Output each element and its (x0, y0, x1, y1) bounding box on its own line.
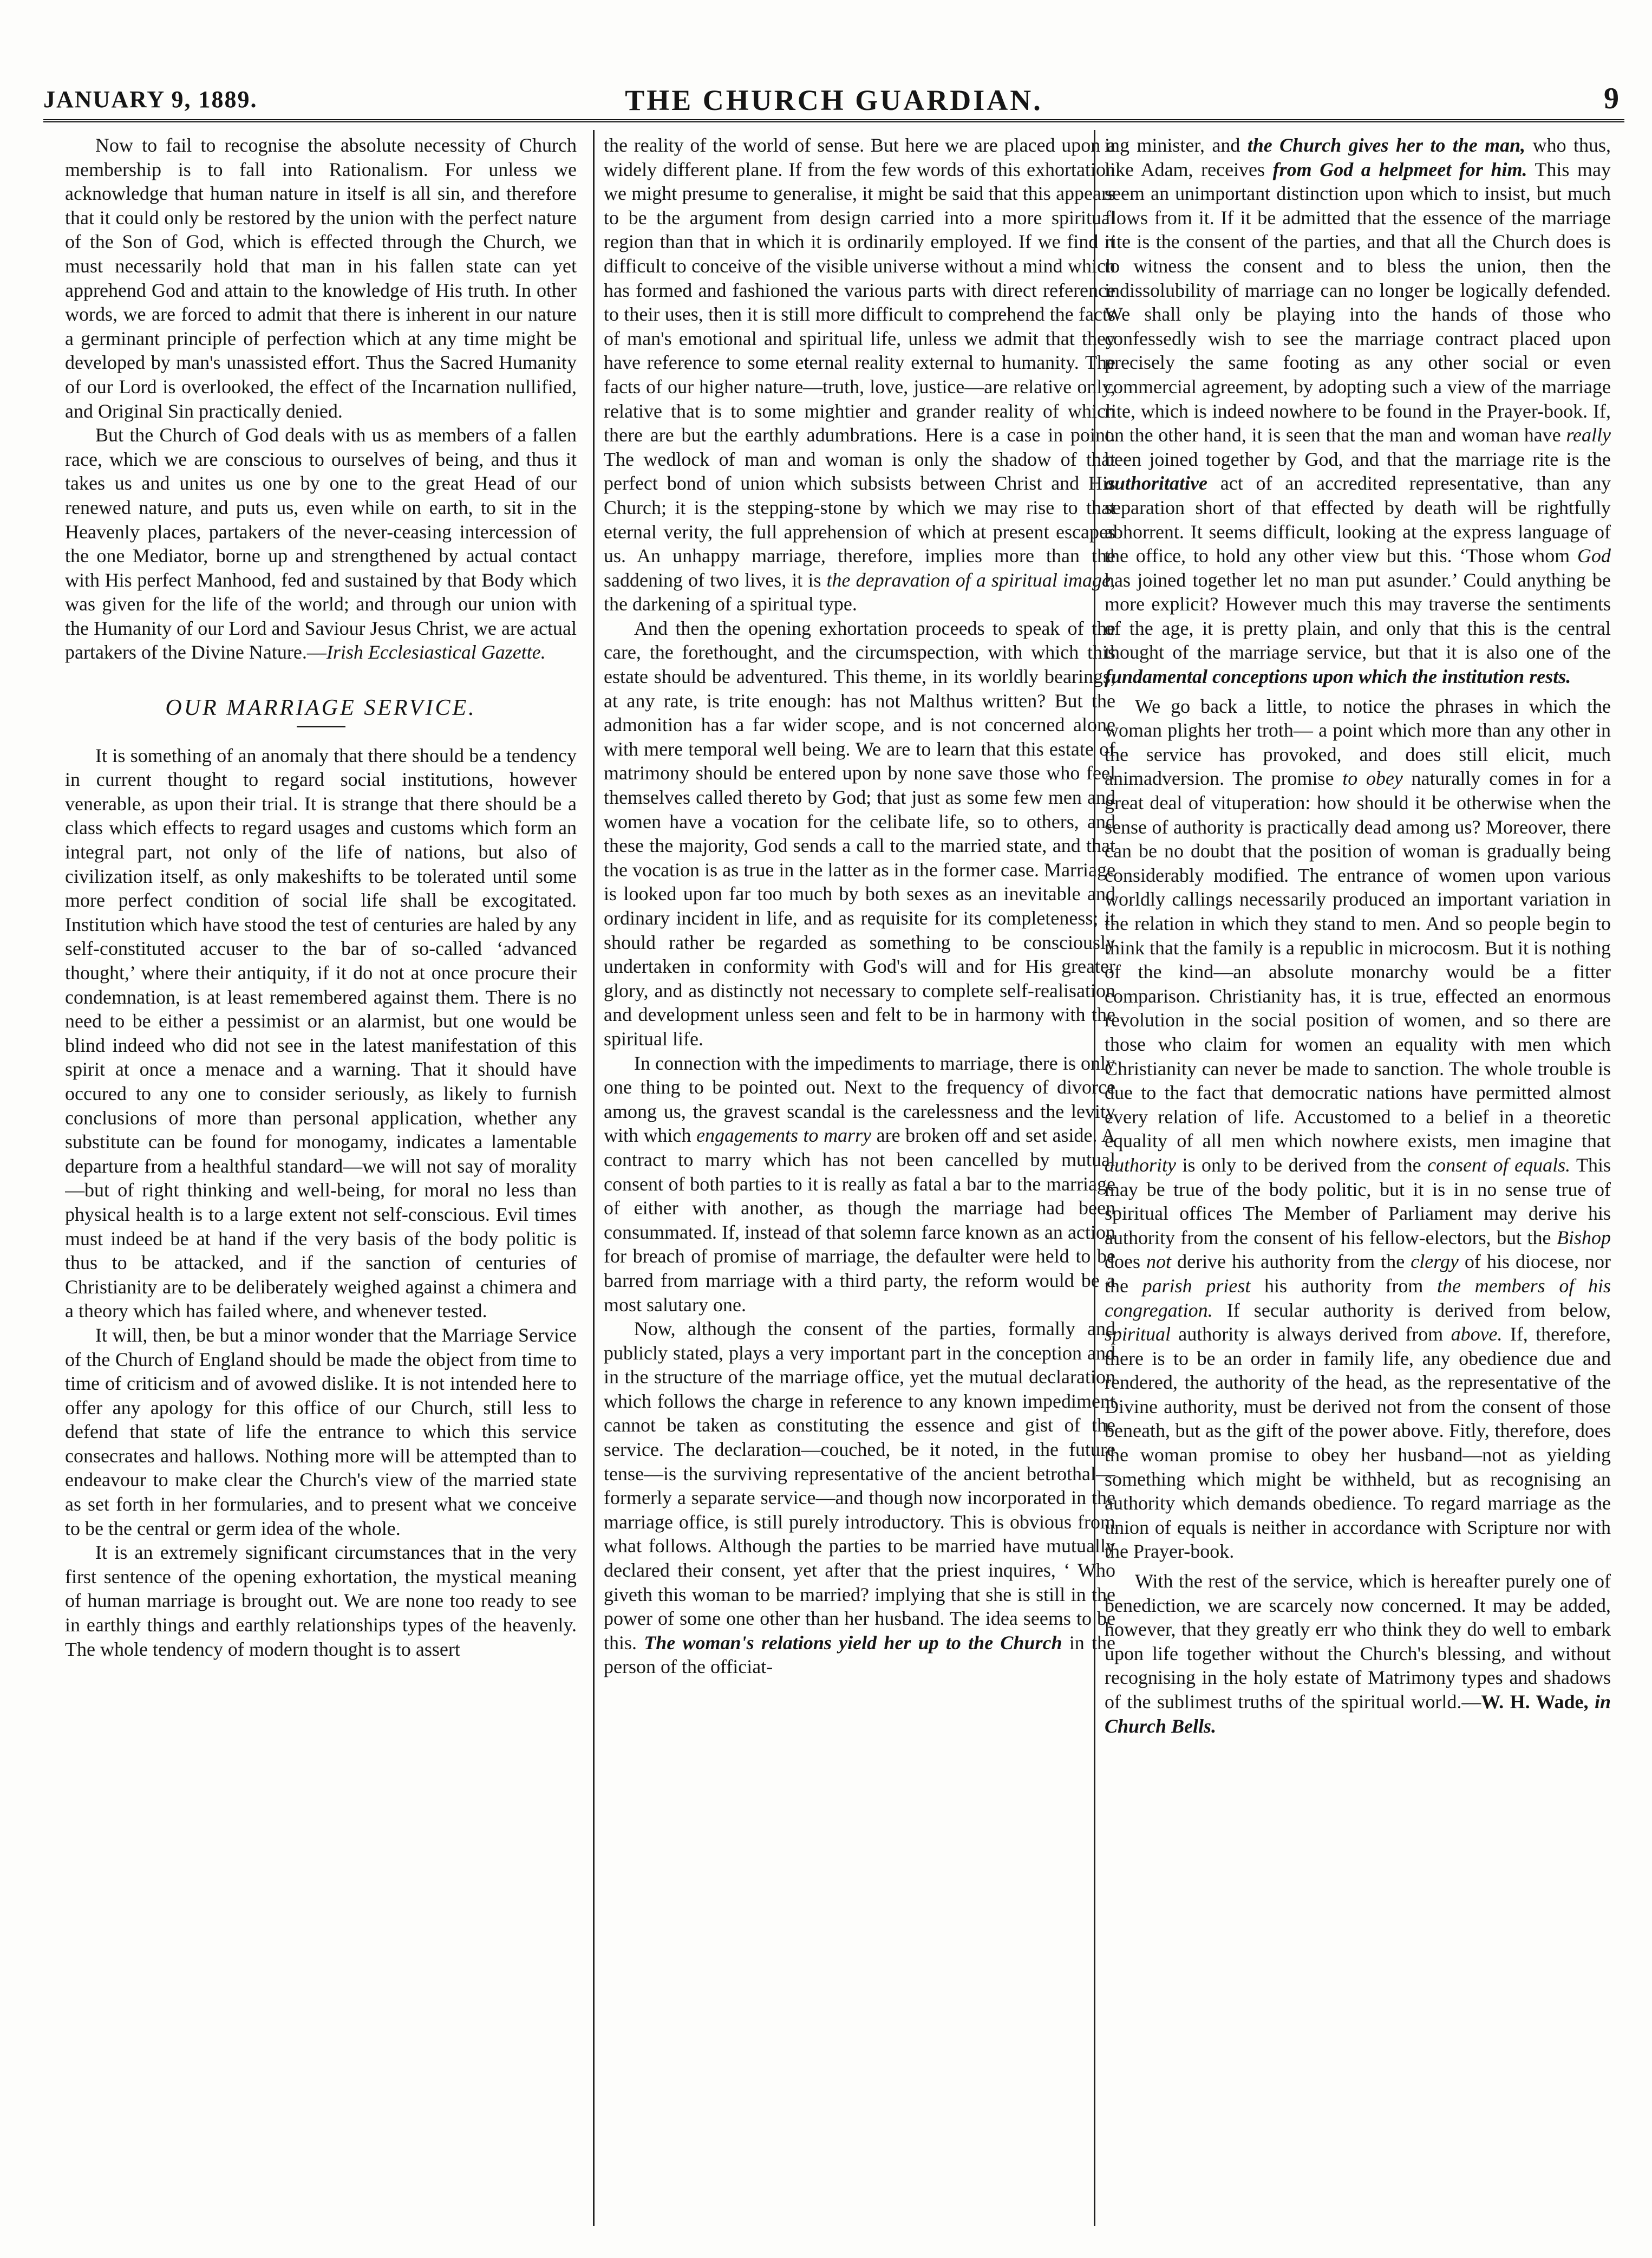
body-paragraph (65, 423, 577, 665)
paragraph-text: is only to be derived from the (1176, 1154, 1428, 1176)
emphasis-text: the Church gives her to the man, (1247, 134, 1526, 156)
source-attribution: Irish Ecclesiastical Gazette. (326, 641, 546, 663)
paragraph-text: who thus, like Adam, receives (1105, 134, 1611, 180)
paragraph-text: of his diocese, nor the (1105, 1251, 1611, 1297)
paragraph-text: If, therefore, there is to be an order in family life, any obedience due and rendered, the authority of the head, as the representative of the Divine authority, must be derived not from the consent of those beneath, but as the gift of the power above. Fitly, therefore, does the woman promise to obey her husband—not as yielding something which might be withheld, but as recognising an authority which demands obedience. To regard marriage as the union of equals is neither in accordance with Scripture nor with the Prayer-book. (1105, 1323, 1611, 1563)
body-paragraph (604, 1051, 1115, 1317)
body-paragraph (1105, 133, 1611, 689)
body-paragraph: It is an extremely significant circumstances that in the very first sentence of the opening exhortation, the mystical meaning of human marriage is brought out. We are none too ready to see in earthly things and earthly relationships types of the heavenly. The whole tendency of modern thought is to assert (65, 1541, 577, 1660)
paragraph-text: his authority from (1250, 1274, 1438, 1297)
paragraph-text: act of an accredited representative, than any separation short of that effected by death will be rightfully abhorrent. It seems difficult, looking at the express language of the office, to hold any other view but this. ‘Those whom (1105, 472, 1611, 567)
column-rule (593, 130, 595, 2226)
body-paragraph: It is something of an anomaly that there should be a tendency in current thought to regard social institutions, however venerable, as upon their trial. It is strange that there should be a class which effects to regard usages and customs which form an integral part, not only of the life of nations, but also of civilization itself, as only makeshifts to be tolerated until some more perfect condition of social life shall be excogitated. Institution which have stood the test of centuries are haled by any self-constituted accuser to the bar of so-called ‘advanced thought,’ where their antiquity, if it do not at once procure their condemnation, is at least remembered against them. There is no need to be either a pessimist or an alarmist, but one would be blind indeed who did not see in the latest manifestation of this spirit at once a menace and a warning. That it should have occured to any one to consider seriously, as likely to furnish conclusions of more than personal application, whether any substitute can be found for monogamy, indicates a lamentable departure from a healthful standard—we will not say of morality—but of right thinking and well-being, for moral no less than physical health is to a large extent not self-conscious. Evil times must indeed be at hand if the very basis of the body politic is thus to be attacked, and if the sanction of centuries of Christianity are to be deliberately weighed against a chimera and a theory which has failed where, and whenever tested. (65, 744, 577, 1322)
emphasis-text: clergy (1411, 1251, 1459, 1273)
paragraph-text: does (1105, 1251, 1147, 1273)
paragraph-text: derive his authority from the (1171, 1251, 1411, 1273)
column-2 (604, 133, 1115, 2235)
body-paragraph: It will, then, be but a minor wonder that the Marriage Service of the Church of England should be made the object from time to time of criticism and of avowed dislike. It is not intended here to offer any apology for this office of our Church, still less to defend that state of life the entrance to which this service consecrates and hallows. Nothing more will be attempted than to endeavour to make clear the Church's view of the married state as set forth in her formularies, and to present what we conceive to be the central or germ idea of the whole. (65, 1324, 577, 1539)
paragraph-text: In connection with the impediments to marriage, there is only one thing to be pointed out. Next to the frequency of divorce among us, the gravest scandal is the carelessness and the levity with which (604, 1052, 1115, 1147)
page-number: 9 (1604, 82, 1619, 115)
emphasis-text: the members of his congregation. (1105, 1274, 1611, 1321)
body-paragraph: Now to fail to recognise the absolute necessity of Church membership is to fall into Rationalism. For unless we acknowledge that human nature in itself is all sin, and therefore that it could only be restored by the union with the perfect nature of the Son of God, which is effected through the Church, we must necessarily hold that man in his fallen state can yet apprehend God and attain to the knowledge of His truth. In other words, we are forced to admit that there is inherent in our nature a germinant principle of perfection which at any time might be developed by man's unassisted effort. Thus the Sacred Humanity of our Lord is overlooked, the effect of the Incarnation nullified, and Original Sin practically denied. (65, 134, 577, 422)
emphasis-text: The woman's relations yield her up to the Church (644, 1631, 1062, 1654)
emphasis-text: above. (1451, 1323, 1503, 1345)
emphasis-text: authoritative (1105, 472, 1208, 494)
emphasis-text: God (1577, 545, 1611, 567)
source-attribution: in Church Bells. (1105, 1691, 1611, 1737)
column-3 (1105, 133, 1611, 2235)
emphasis-text: authority (1105, 1154, 1176, 1176)
paragraph-text: Now, although the consent of the parties, formally and publicly stated, plays a very important part in the conception and in the structure of the marriage office, yet the mutual declaration which follows the charge in reference to any known impediment cannot be taken as constituting the essence and gist of the service. The declaration—couched, be it noted, in the future tense—is the surviving representative of the ancient betrothal—formerly a separate service—and though now incorporated in the marriage office, is still purely introductory. This is obvious from what follows. Although the parties to be married have mutually declared their consent, yet after that the priest inquires, ‘ Who giveth this woman to be married? implying that she is still in the power of some one other than her husband. The idea seems to be this. (604, 1318, 1115, 1654)
emphasis-text: to obey (1342, 767, 1403, 790)
paragraph-text: authority is always derived from (1171, 1323, 1451, 1345)
emphasis-text: really (1566, 424, 1611, 446)
paragraph-text: But the Church of God deals with us as members of a fallen race, which we are conscious to ourselves of being, and thus it takes us and unites us one by one to the great Head of our renewed nature, and puts us, even while on earth, to sit in the Heavenly places, partakers of the never-ceasing intercession of the one Mediator, borne up and strengthened by actual contact with His perfect Manhood, fed and sustained by that Body which was given for the life of the world; and through our union with the Humanity of our Lord and Saviour Jesus Christ, we are actual partakers of the Divine Nature.— (65, 424, 577, 663)
body-paragraph (1105, 694, 1611, 1564)
body-paragraph (604, 133, 1115, 616)
emphasis-text: not (1146, 1251, 1172, 1273)
paragraph-text: in the person of the officiat- (604, 1631, 1115, 1678)
paragraph-text: If secular authority is derived from below, (1212, 1299, 1611, 1321)
headline-rule (297, 726, 345, 727)
column-1 (65, 133, 577, 2235)
body-paragraph (1105, 1569, 1611, 1738)
emphasis-text: Bishop (1556, 1226, 1611, 1248)
paragraph-text: been joined together by God, and that the marriage rite is the (1105, 448, 1611, 470)
paragraph-text: We go back a little, to notice the phrases in which the woman plights her troth— a point which more than any other in the service has provoked, and does still elicit, much animadversion. The promise (1105, 695, 1611, 790)
paragraph-text: the reality of the world of sense. But here we are placed upon a widely different plane. If from the few words of this exhortation we might presume to generalise, it might be said that this appears to be the argument from design carried into a more spiritual region than that in which it is ordinarily employed. If we find it difficult to conceive of the visible universe without a mind which has formed and fashioned the various parts with direct reference to their uses, then it is still more difficult to comprehend the facts of man's emotional and spiritual life, unless we admit that they have reference to some eternal reality external to humanity. The facts of our higher nature—truth, love, justice—are relative only, relative that is to some mightier and grander reality of which there are but the earthly adumbrations. Here is a case in point. The wedlock of man and woman is only the shadow of that perfect bond of union which subsists between Christ and His Church; it is the stepping-stone by which we may rise to that eternal verity, the full apprehension of which at present escapes us. An unhappy marriage, therefore, implies more than the saddening of two lives, it is (604, 134, 1115, 591)
paragraph-text: the darkening of a spiritual type. (604, 593, 857, 615)
emphasis-text: consent of equals. (1427, 1154, 1571, 1176)
paragraph-text: This may seem an unimportant distinction upon which to insist, but much flows from it. If it be admitted that the essence of the marriage rite is the consent of the parties, and that all the Church does is to witness the consent and to bless the union, then the indissolubility of marriage can no longer be logically defended. We shall only be playing into the hands of those who confessedly wish to see the marriage contract placed upon precisely the same footing as any other social or even commercial agreement, by adopting such a view of the marriage rite, which is indeed nowhere to be found in the Prayer-book. If, on the other hand, it is seen that the man and woman have (1105, 158, 1611, 446)
emphasis-text: the depravation of a spiritual image, (826, 569, 1115, 591)
article-headline: OUR MARRIAGE SERVICE. (165, 695, 476, 721)
paragraph-text: ing minister, and (1105, 134, 1248, 156)
emphasis-text: engagements to marry (696, 1124, 872, 1147)
body-paragraph: And then the opening exhortation proceeds to speak of the care, the forethought, and the circumspection, with which this estate should be adventured. This theme, in its worldly bearings, at any rate, is trite enough: has not Malthus written? But the admonition has a far wider scope, and is not concerned alone with mere temporal well being. We are to learn that this estate of matrimony should be entered upon by none save those who feel themselves called thereto by God; that just as some few men and women have a vocation for the celibate life, so to others, and these the majority, God sends a call to the married state, and that the vocation is as true in the latter as in the former case. Marriage is looked upon far too much by both sexes as an inevitable and ordinary incident in life, and as requisite for its completeness; it should rather be regarded as something to be consciously undertaken in conformity with God's will and for His greater glory, and as distinctly not necessary to complete self-realisation and development unless seen and felt to be in harmony with the spiritual life. (604, 617, 1115, 1050)
body-paragraph (604, 1317, 1115, 1679)
emphasis-text: parish priest (1142, 1274, 1251, 1297)
emphasis-text: spiritual (1105, 1323, 1171, 1345)
paragraph-text: With the rest of the service, which is hereafter purely one of benediction, we are scarcely now concerned. It may be added, however, that they greatly err who think they do well to embark upon life together without the Church's blessing, and without recognising in the holy estate of Matrimony types and shadows of the sublimest truths of the spiritual world.— (1105, 1570, 1611, 1713)
masthead (43, 76, 1624, 122)
paragraph-text: naturally comes in for a great deal of vituperation: how should it be otherwise when the sense of authority is practically dead among us? Moreover, there can be no doubt that the position of woman is gradually being considerably modified. The entrance of women upon various worldly callings necessarily produced an important variation in the relation in which they stand to men. And so people begin to think that the family is a republic in microcosm. But it is nothing of the kind—an absolute monarchy would be a fitter comparison. Christianity has, it is true, effected an enormous revolution in the social position of women, and so there are those who claim for women an equality with men which Christianity can never be made to sanction. The whole trouble is due to the fact that democratic nations have permitted almost every relation of life. Accustomed to a belief in a theoretic equality of all men which nowhere exists, men imagine that (1105, 767, 1611, 1152)
paragraph-text: This may be true of the body politic, but it is in no sense true of spiritual offices The Member of Parliament may derive his authority from the consent of his fellow-electors, but the (1105, 1154, 1611, 1248)
paragraph-text: are broken off and set aside. A contract to marry which has not been cancelled by mutual consent of both parties to it is really as fatal a bar to the marriage of either with another, as though the marriage had been consummated. If, instead of that solemn farce known as an action for breach of promise of marriage, the defaulter were held to be barred from marriage with a third party, the reform would be a most salutary one. (604, 1124, 1115, 1316)
paragraph-text: has joined together let no man put asunder.’ Could anything be more explicit? However much this may traverse the sentiments of the age, it is pretty plain, and only that this is the central thought of the marriage service, but that it is also one of the (1105, 569, 1611, 663)
newspaper-title: THE CHURCH GUARDIAN. (625, 84, 1043, 116)
emphasis-text: fundamental conceptions upon which the institution rests. (1105, 666, 1571, 688)
issue-date: JANUARY 9, 1889. (43, 86, 258, 113)
emphasis-text: from God a helpmeet for him. (1272, 158, 1527, 180)
author-signature: W. H. Wade, (1481, 1691, 1589, 1713)
